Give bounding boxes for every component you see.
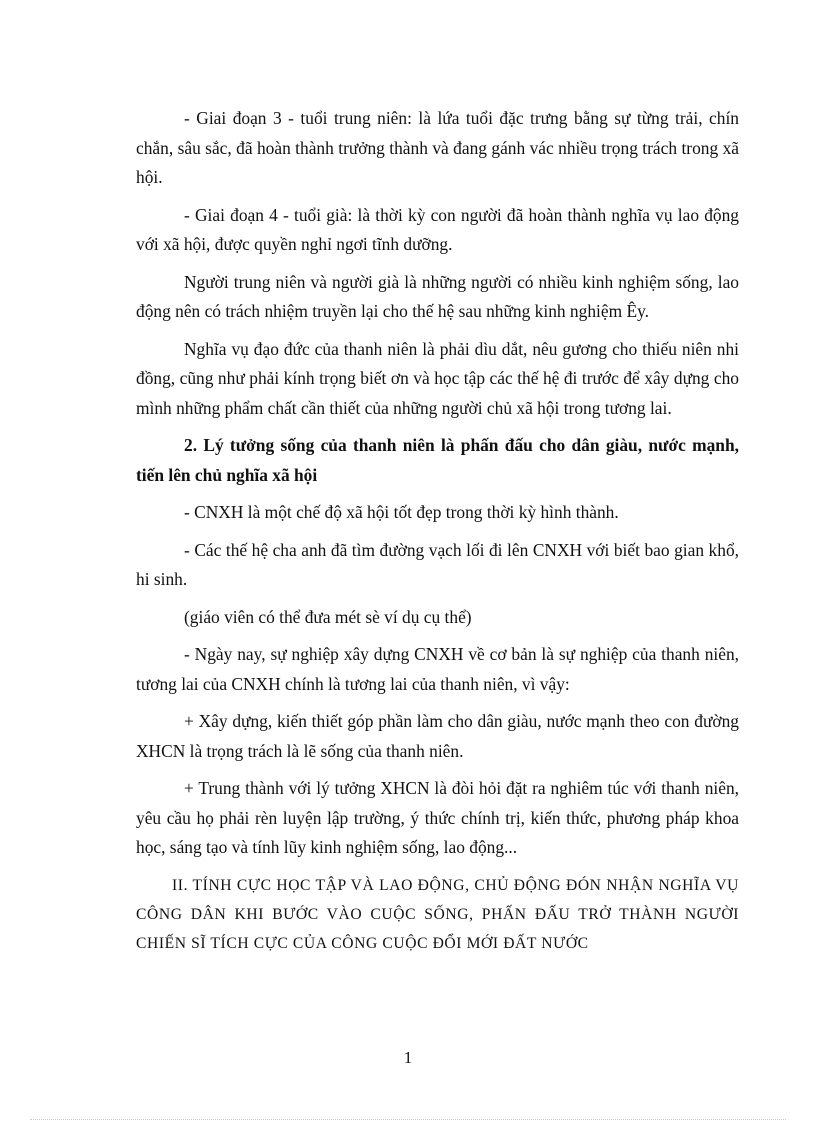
paragraph-experience: Người trung niên và người già là những người có nhiều kinh nghiệm sống, lao động nên có trách nhiệm truyền lại cho thế hệ sau những kinh nghiệm Êy. xyxy=(136,271,739,321)
paragraph-stage-4: - Giai đoạn 4 - tuổi già: là thời kỳ con người đã hoàn thành nghĩa vụ lao động với xã hội, được quyền nghỉ ngơi tĩnh dưỡng. xyxy=(136,204,739,254)
paragraph-generations: - Các thế hệ cha anh đã tìm đường vạch lối đi lên CNXH với biết bao gian khổ, hi sinh. xyxy=(136,539,739,589)
paragraph-build: + Xây dựng, kiến thiết góp phần làm cho dân giàu, nước mạnh theo con đường XHCN là trọng trách là lẽ sống của thanh niên. xyxy=(136,711,739,761)
paragraph-teacher-note: (giáo viên có thể đưa mét sè ví dụ cụ thể) xyxy=(184,606,472,627)
page-bottom-border xyxy=(30,1119,786,1120)
paragraph-stage-3: - Giai đoạn 3 - tuổi trung niên: là lứa tuổi đặc trưng bằng sự từng trải, chín chắn, sâu sắc, đã hoàn thành trưởng thành và đang gánh vác nhiều trọng trách trong xã hội. xyxy=(136,108,739,187)
paragraph-moral-duty: Nghĩa vụ đạo đức của thanh niên là phải dìu dắt, nêu gương cho thiếu niên nhi đồng, cũng như phải kính trọng biết ơn và học tập các thế hệ đi trước để xây dựng cho mình những phẩm chất cần thiết của những người chủ xã hội trong tương lai. xyxy=(136,338,739,418)
section-2-heading: 2. Lý tưởng sống của thanh niên là phấn đấu cho dân giàu, nước mạnh, tiến lên chủ nghĩa xã hội xyxy=(136,435,739,485)
paragraph-today: - Ngày nay, sự nghiệp xây dựng CNXH về cơ bản là sự nghiệp của thanh niên, tương lai của CNXH chính là tương lai của thanh niên, vì vậy: xyxy=(136,644,739,694)
paragraph-loyalty: + Trung thành với lý tưởng XHCN là đòi hỏi đặt ra nghiêm túc với thanh niên, yêu cầu họ phải rèn luyện lập trường, ý thức chính trị, kiến thức, phương pháp khoa học, sáng tạo và tính lũy kinh nghiệm sống, lao động... xyxy=(136,778,739,857)
paragraph-cnxh: - CNXH là một chế độ xã hội tốt đẹp trong thời kỳ hình thành. xyxy=(184,502,619,522)
section-ii-heading: II. TÍNH CỰC HỌC TẬP VÀ LAO ĐỘNG, CHỦ ĐỘNG ĐÓN NHẬN NGHĨA VỤ CÔNG DÂN KHI BƯỚC VÀO CUỘC SỐNG, PHẤN ĐẤU TRỞ THÀNH NGƯỜI CHIẾN SĨ TÍCH CỰC CỦA CÔNG CUỘC ĐỔI MỚI ĐẤT NƯỚC xyxy=(136,876,739,952)
page-content xyxy=(136,104,739,958)
page-number: 1 xyxy=(403,1048,413,1067)
